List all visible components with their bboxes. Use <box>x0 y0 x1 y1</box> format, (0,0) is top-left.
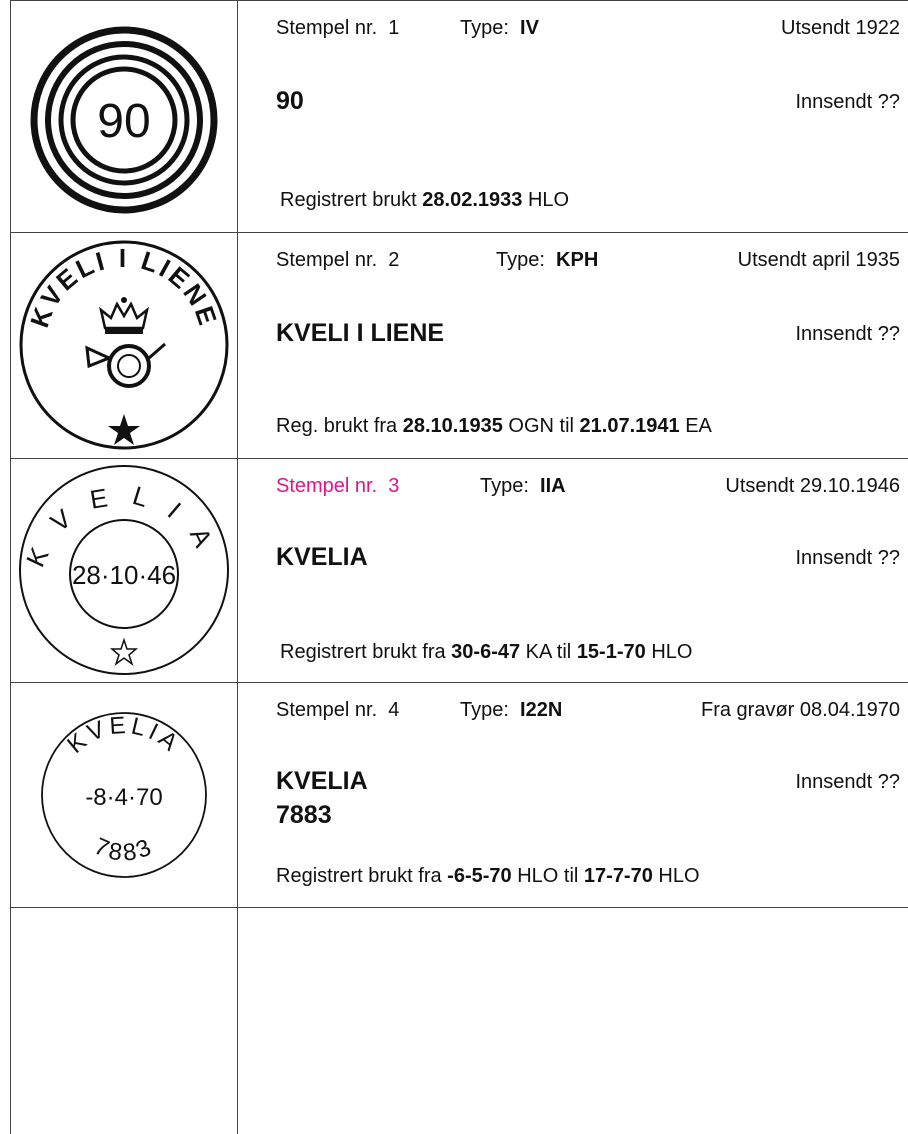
stamp-arc-text: KVELIA <box>19 478 229 572</box>
registered-usage: Registrert brukt fra 30-6-47 KA til 15-1-70 HLO <box>280 641 693 663</box>
registered-usage: Reg. brukt fra 28.10.1935 OGN til 21.07.1941 EA <box>276 415 712 437</box>
sent-date: Utsendt april 1935 <box>737 249 900 271</box>
star-icon <box>108 414 140 445</box>
sent-date: Utsendt 29.10.1946 <box>725 475 900 497</box>
posthorn-icon <box>87 344 165 386</box>
svg-text:KVELIA <box>62 712 186 759</box>
registered-usage: Registrert brukt 28.02.1933 HLO <box>280 189 570 211</box>
svg-text:KVELIA <box>20 479 228 572</box>
star-outline-icon <box>112 640 136 664</box>
row-2-details <box>276 232 908 458</box>
stamp-arc-text: KVELI I LIENE <box>24 242 224 332</box>
stamp-image-1 <box>11 20 237 220</box>
registered-usage: Registrert brukt fra -6-5-70 HLO til 17-7-70 HLO <box>276 865 700 887</box>
row-3-details <box>276 458 908 682</box>
sent-date: Fra gravør 08.04.1970 <box>701 699 900 721</box>
stamp-name: KVELIA <box>276 767 368 795</box>
stamp-name: 90 <box>276 87 304 115</box>
row-divider <box>10 907 908 908</box>
stempel-number: Stempel nr. 2 <box>276 249 400 271</box>
stamp-image-3 <box>11 462 237 678</box>
stamp-date: -8·4·70 <box>85 784 163 811</box>
stamp-type: Type: KPH <box>496 249 599 271</box>
stamp-zip: 7883 <box>90 832 158 867</box>
stamp-image-2 <box>11 238 237 452</box>
sent-date: Utsendt 1922 <box>781 17 900 39</box>
stempel-number: Stempel nr. 1 <box>276 17 400 39</box>
row-1-details <box>276 0 908 232</box>
row-4-details <box>276 682 908 907</box>
stamp-name: KVELI I LIENE <box>276 319 445 347</box>
received-status: Innsendt ?? <box>795 547 900 569</box>
received-status: Innsendt ?? <box>795 771 900 793</box>
stamp-arc-text: KVELIA <box>62 711 186 759</box>
stamp-type: Type: I22N <box>460 699 563 721</box>
svg-text:7883 <box>90 833 158 867</box>
stempel-number: Stempel nr. 3 <box>276 475 400 497</box>
column-divider <box>237 0 238 1134</box>
stamp-image-4 <box>11 690 237 900</box>
received-status: Innsendt ?? <box>795 323 900 345</box>
stamp-type: Type: IIA <box>480 475 566 497</box>
stamp-name: KVELIA <box>276 543 368 571</box>
stamp-number-90: 90 <box>97 95 151 148</box>
stamp-postcode: 7883 <box>276 801 332 829</box>
stempel-number: Stempel nr. 4 <box>276 699 400 721</box>
crown-icon <box>101 297 147 334</box>
stamp-type: Type: IV <box>460 17 539 39</box>
stamp-date: 28·10·46 <box>71 560 177 590</box>
received-status: Innsendt ?? <box>795 91 900 113</box>
